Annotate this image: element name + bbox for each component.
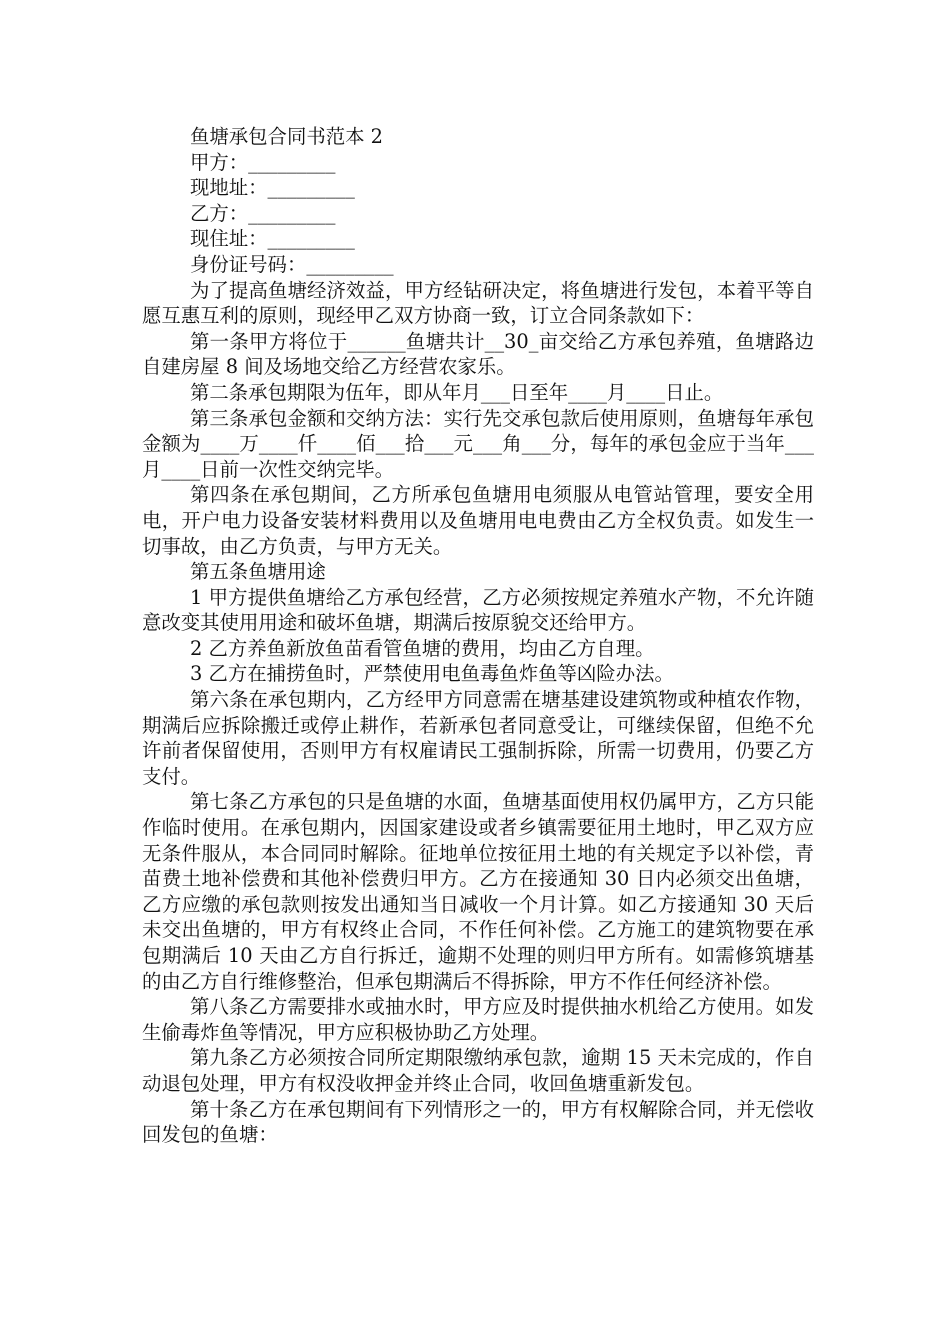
article-8: 第八条乙方需要排水或抽水时，甲方应及时提供抽水机给乙方使用。如发生偷毒炸鱼等情况，甲方应积极协助乙方处理。 — [142, 995, 814, 1044]
party-a-address-field: 现地址：_________ — [190, 176, 355, 200]
party-b-field: 乙方：_________ — [190, 201, 336, 225]
article-5-heading: 第五条鱼塘用途 — [190, 560, 326, 584]
article-7: 第七条乙方承包的只是鱼塘的水面，鱼塘基面使用权仍属甲方，乙方只能作临时使用。在承包期内，因国家建设或者乡镇需要征用土地时，甲乙双方应无条件服从，本合同同时解除。征地单位按征用土地的有关规定予以补偿，青苗费土地补偿费和其他补偿费归甲方。乙方在接通知 30 日内必须交出鱼塘，乙方应缴的承包款则按发出通知当日减收一个月计算。如乙方接通知 30 天后未交出鱼塘的，甲方有权终止合同，不作任何补偿。乙方施工的建筑物要在承包期满后 10 天由乙方自行拆迁，逾期不处理的则归甲方所有。如需修筑塘基的由乙方自行维修整治，但承包期满后不得拆除，甲方不作任何经济补偿。 — [142, 790, 814, 993]
party-a-field: 甲方：_________ — [190, 150, 336, 174]
party-b-address-field: 现住址：_________ — [190, 227, 355, 251]
article-5-item-2: 2 乙方养鱼新放鱼苗看管鱼塘的费用，均由乙方自理。 — [190, 636, 655, 660]
article-10: 第十条乙方在承包期间有下列情形之一的，甲方有权解除合同，并无偿收回发包的鱼塘： — [142, 1097, 814, 1147]
intro-paragraph: 为了提高鱼塘经济效益，甲方经钻研决定，将鱼塘进行发包，本着平等自愿互惠互利的原则，现经甲乙双方协商一致，订立合同条款如下： — [142, 278, 814, 328]
document-title: 鱼塘承包合同书范本 2 — [190, 125, 384, 148]
article-9: 第九条乙方必须按合同所定期限缴纳承包款，逾期 15 天未完成的，作自动退包处理，甲方有权没收押金并终止合同，收回鱼塘重新发包。 — [142, 1046, 814, 1095]
article-3: 第三条承包金额和交纳方法：实行先交承包款后使用原则，鱼塘每年承包金额为____万____仟____佰___拾___元___角___分，每年的承包金应于当年___月____日前一次性交纳完毕。 — [142, 406, 814, 481]
article-1: 第一条甲方将位于______鱼塘共计__30_亩交给乙方承包养殖，鱼塘路边自建房屋 8 间及场地交给乙方经营农家乐。 — [142, 329, 814, 379]
id-number-field: 身份证号码：_________ — [190, 252, 394, 276]
article-6: 第六条在承包期内，乙方经甲方同意需在塘基建设建筑物或种植农作物，期满后应拆除搬迁或停止耕作，若新承包者同意受让，可继续保留，但绝不允许前者保留使用，否则甲方有权雇请民工强制拆除，所需一切费用，仍要乙方支付。 — [142, 688, 814, 788]
article-5-item-3: 3 乙方在捕捞鱼时，严禁使用电鱼毒鱼炸鱼等凶险办法。 — [190, 662, 674, 686]
article-2: 第二条承包期限为伍年，即从年月___日至年____月____日止。 — [190, 380, 724, 404]
article-5-item-1: 1 甲方提供鱼塘给乙方承包经营，乙方必须按规定养殖水产物，不允许随意改变其使用用途和破坏鱼塘，期满后按原貌交还给甲方。 — [142, 585, 814, 635]
article-4: 第四条在承包期间，乙方所承包鱼塘用电须服从电管站管理，要安全用电，开户电力设备安装材料费用以及鱼塘用电电费由乙方全权负责。如发生一切事故，由乙方负责，与甲方无关。 — [142, 483, 814, 558]
